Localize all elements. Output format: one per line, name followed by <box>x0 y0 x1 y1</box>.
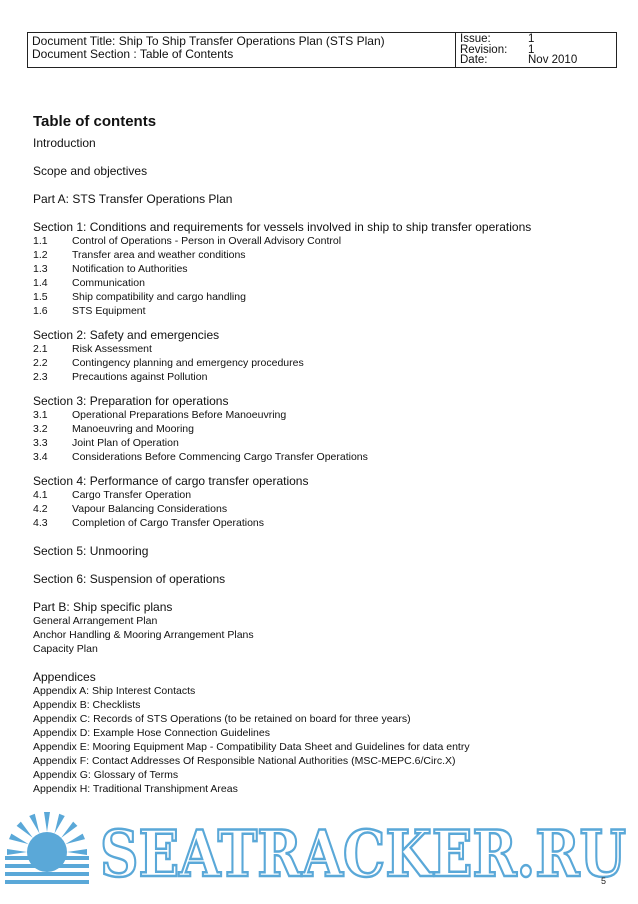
toc-section-1 <box>33 220 623 318</box>
item-text: Cargo Transfer Operation <box>72 489 192 501</box>
revision-value: 1 <box>528 43 535 56</box>
item-number: 1.1 <box>33 235 48 247</box>
appendix-item: Appendix A: Ship Interest Contacts <box>33 685 196 697</box>
toc-title: Table of contents <box>33 113 157 130</box>
toc-item <box>33 450 623 464</box>
item-number: 4.2 <box>33 503 48 515</box>
section-heading: Section 3: Preparation for operations <box>33 394 229 408</box>
appendices-heading: Appendices <box>33 670 96 684</box>
appendix-item: Appendix C: Records of STS Operations (to be retained on board for three years) <box>33 713 411 725</box>
toc-section-5: Section 5: Unmooring <box>33 544 149 558</box>
toc-section-6: Section 6: Suspension of operations <box>33 572 226 586</box>
toc-item <box>33 422 623 436</box>
item-text: Contingency planning and emergency procedures <box>72 357 304 369</box>
item-number: 1.5 <box>33 291 48 303</box>
header-meta-cell <box>456 33 616 67</box>
appendix-item: Appendix E: Mooring Equipment Map - Compatibility Data Sheet and Guidelines for data entry <box>33 741 470 753</box>
item-number: 1.2 <box>33 249 48 261</box>
document-header <box>27 32 617 68</box>
table-of-contents <box>33 112 623 796</box>
item-text: Considerations Before Commencing Cargo Transfer Operations <box>72 451 368 463</box>
toc-item <box>33 356 623 370</box>
item-number: 3.1 <box>33 409 48 421</box>
item-text: Ship compatibility and cargo handling <box>72 291 246 303</box>
item-text: Control of Operations - Person in Overall Advisory Control <box>72 235 342 247</box>
toc-item <box>33 516 623 530</box>
date-value: Nov 2010 <box>528 54 578 66</box>
section-heading: Section 1: Conditions and requirements for vessels involved in ship to ship transfer operations <box>33 220 532 234</box>
date-row <box>460 55 612 66</box>
item-text: Joint Plan of Operation <box>72 437 179 449</box>
toc-appendices <box>33 670 623 796</box>
toc-item <box>33 276 623 290</box>
toc-item <box>33 342 623 356</box>
item-text: Transfer area and weather conditions <box>72 249 246 261</box>
header-title-cell <box>28 33 456 67</box>
toc-section-3 <box>33 394 623 464</box>
item-number: 2.3 <box>33 371 48 383</box>
part-b-heading: Part B: Ship specific plans <box>33 600 173 614</box>
item-number: 1.3 <box>33 263 48 275</box>
document-title: Document Title: Ship To Ship Transfer Operations Plan (STS Plan) <box>32 34 385 48</box>
item-text: Manoeuvring and Mooring <box>72 423 194 435</box>
appendix-item: Appendix D: Example Hose Connection Guidelines <box>33 727 270 739</box>
sun-logo-icon <box>5 812 89 884</box>
toc-item <box>33 436 623 450</box>
item-number: 2.1 <box>33 343 48 355</box>
item-text: Risk Assessment <box>72 343 152 355</box>
item-number: 1.6 <box>33 305 48 317</box>
date-label: Date: <box>460 54 488 66</box>
issue-row <box>460 34 612 45</box>
toc-item <box>33 370 623 384</box>
issue-label: Issue: <box>460 33 491 45</box>
item-text: Completion of Cargo Transfer Operations <box>72 517 265 529</box>
part-b-item: Anchor Handling & Mooring Arrangement Plans <box>33 629 254 641</box>
item-number: 1.4 <box>33 277 48 289</box>
toc-item <box>33 502 623 516</box>
toc-item <box>33 488 623 502</box>
section-heading: Section 4: Performance of cargo transfer operations <box>33 474 309 488</box>
item-text: Vapour Balancing Considerations <box>72 503 228 515</box>
appendix-item: Appendix H: Traditional Transhipment Areas <box>33 783 238 795</box>
toc-scope: Scope and objectives <box>33 164 148 178</box>
toc-item <box>33 408 623 422</box>
toc-section-4 <box>33 474 623 530</box>
toc-item <box>33 248 623 262</box>
toc-item <box>33 290 623 304</box>
appendix-item: Appendix G: Glossary of Terms <box>33 769 179 781</box>
item-text: Precautions against Pollution <box>72 371 208 383</box>
appendix-item: Appendix B: Checklists <box>33 699 141 711</box>
issue-value: 1 <box>528 33 535 45</box>
item-number: 3.4 <box>33 451 48 463</box>
part-b-item: General Arrangement Plan <box>33 615 158 627</box>
item-text: Notification to Authorities <box>72 263 188 275</box>
item-number: 4.3 <box>33 517 48 529</box>
revision-label: Revision: <box>460 43 508 56</box>
toc-item <box>33 304 623 318</box>
item-text: STS Equipment <box>72 305 146 317</box>
section-heading: Section 2: Safety and emergencies <box>33 328 220 342</box>
part-b-item: Capacity Plan <box>33 643 98 655</box>
item-number: 3.3 <box>33 437 48 449</box>
item-number: 3.2 <box>33 423 48 435</box>
toc-item <box>33 262 623 276</box>
document-section: Document Section : Table of Contents <box>32 47 234 61</box>
item-number: 4.1 <box>33 489 48 501</box>
toc-part-b <box>33 600 623 656</box>
item-text: Communication <box>72 277 145 289</box>
toc-part-a: Part A: STS Transfer Operations Plan <box>33 192 233 206</box>
toc-item <box>33 234 623 248</box>
item-text: Operational Preparations Before Manoeuvring <box>72 409 287 421</box>
appendix-item: Appendix F: Contact Addresses Of Responsible National Authorities (MSC-MEPC.6/Circ.X) <box>33 755 456 767</box>
page-number: 5 <box>600 876 606 886</box>
toc-introduction: Introduction <box>33 136 96 150</box>
toc-section-2 <box>33 328 623 384</box>
watermark <box>0 806 638 904</box>
watermark-text: SEATRACKER.RU <box>100 817 626 892</box>
item-number: 2.2 <box>33 357 48 369</box>
